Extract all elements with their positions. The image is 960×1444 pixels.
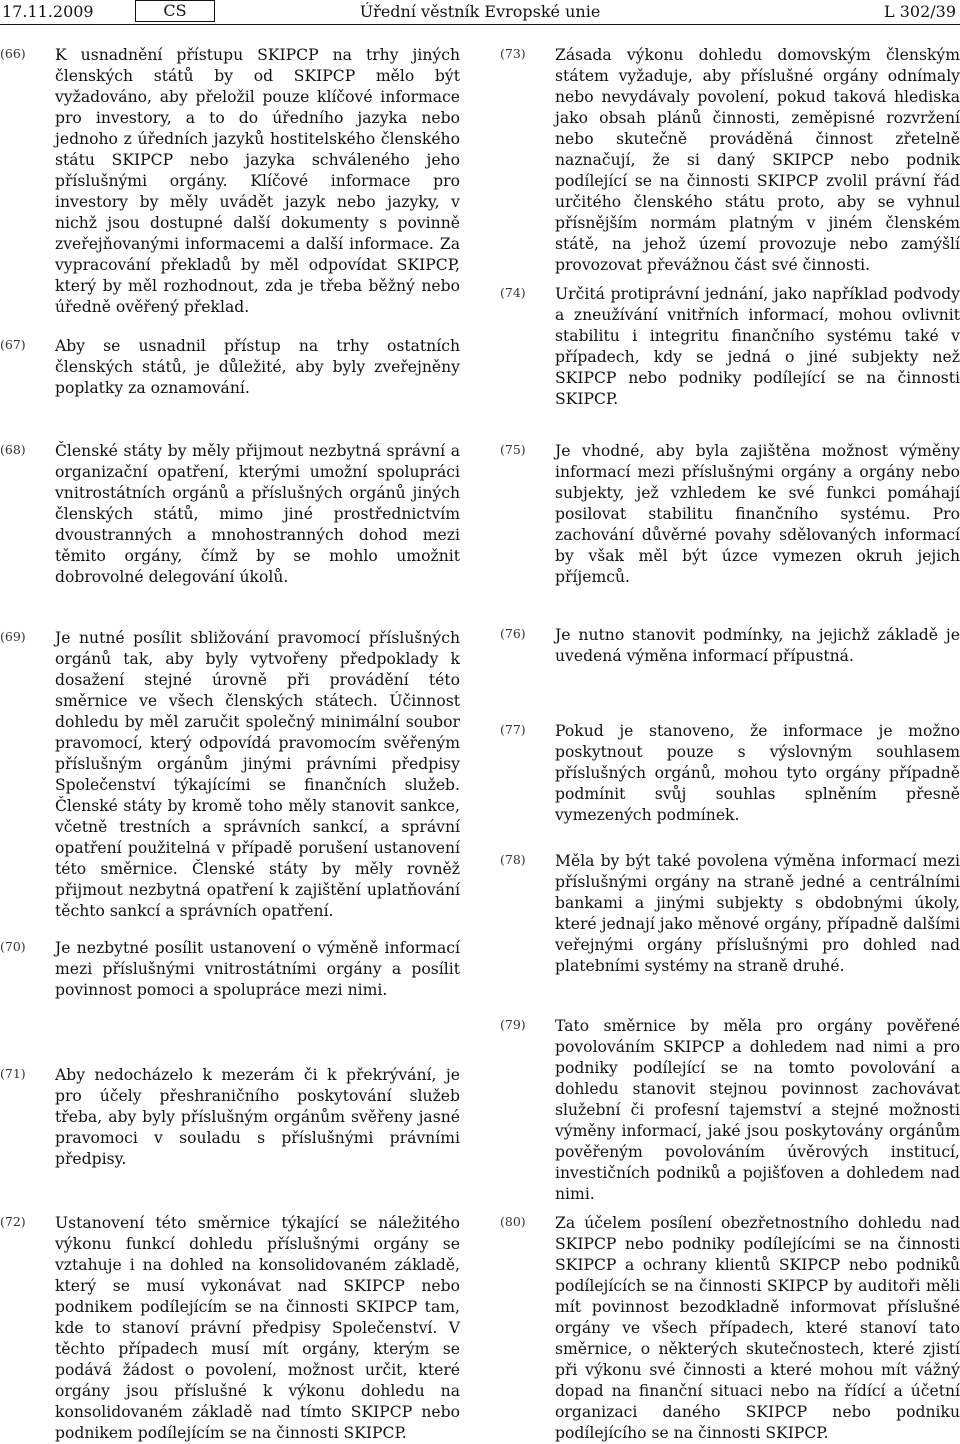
page-reference: L 302/39: [884, 2, 956, 21]
recital-text: Aby nedocházelo k mezerám či k překrývání, je pro účely přeshraničního poskytování služeb třeba, aby byly příslušným orgánům svěřeny jasné pravomoci v souladu s příslušnými právními předpisy.: [55, 1066, 460, 1168]
recital-77: [500, 721, 960, 826]
recital-number: (79): [500, 1017, 526, 1032]
recital-text: Aby se usnadnil přístup na trhy ostatních členských států, je důležité, aby byly zveřejněny poplatky za oznamování.: [55, 337, 460, 397]
recital-number: (68): [0, 442, 26, 457]
recital-number: (80): [500, 1214, 526, 1229]
recital-number: (71): [0, 1066, 26, 1081]
recital-72: [0, 1213, 460, 1444]
page-header: [0, 0, 960, 22]
recital-75: [500, 441, 960, 588]
recital-number: (70): [0, 939, 26, 954]
recital-number: (72): [0, 1214, 26, 1229]
recital-74: [500, 284, 960, 410]
recital-text: Je nezbytné posílit ustanovení o výměně informací mezi příslušnými vnitrostátními orgány a posílit povinnost pomoci a spolupráce mezi nimi.: [55, 939, 460, 999]
recital-76: [500, 625, 960, 667]
header-divider: [0, 24, 960, 25]
recital-number: (77): [500, 722, 526, 737]
recital-number: (75): [500, 442, 526, 457]
recital-78: [500, 851, 960, 977]
recital-number: (67): [0, 337, 26, 352]
recital-68: [0, 441, 460, 588]
recital-number: (69): [0, 629, 26, 644]
recital-number: (73): [500, 46, 526, 61]
recital-text: Je nutno stanovit podmínky, na jejichž základě je uvedená výměna informací přípustná.: [555, 626, 960, 665]
recital-80: [500, 1213, 960, 1444]
recital-66: [0, 45, 460, 318]
recital-number: (78): [500, 852, 526, 867]
recital-text: Členské státy by měly přijmout nezbytná správní a organizační opatření, kterými umožní spolupráci vnitrostátních orgánů a příslušných orgánů jiných členských států, mimo jiné prostřednictvím dvoustranných a mnohostranných dohod mezi těmito orgány, čímž by se mohlo umožnit dobrovolné delegování úkolů.: [55, 442, 460, 586]
recital-text: Za účelem posílení obezřetnostního dohledu nad SKIPCP nebo podniky podílejícími se na činnosti SKIPCP a ochrany klientů SKIPCP nebo podniků podílejících se na činnosti SKIPCP by auditoři měli mít povinnost bezodkladně informovat příslušné orgány ve všech případech, které stanoví tato směrnice, o některých skutečnostech, které zjistí při výkonu své činnosti a které mohou mít vážný dopad na finanční situaci nebo na řídící a účetní organizaci daného SKIPCP nebo podniku podílejícího se na činnosti SKIPCP.: [555, 1214, 960, 1442]
header-date: 17.11.2009: [2, 2, 94, 21]
recital-70: [0, 938, 460, 1001]
recital-73: [500, 45, 960, 276]
recital-71: [0, 1065, 460, 1170]
language-badge: CS: [135, 0, 215, 22]
recital-text: Tato směrnice by měla pro orgány pověřené povolováním SKIPCP a dohledem nad nimi a pro podniky podílející se na tomto povolování a dohledu stanovit stejnou povinnost zachovávat služební či profesní tajemství a stejné možnosti výměny informací, jaké jsou poskytovány orgánům pověřeným povolováním úvěrových institucí, investičních podniků a pojišťoven a dohledem nad nimi.: [555, 1017, 960, 1203]
recital-text: Je vhodné, aby byla zajištěna možnost výměny informací mezi příslušnými orgány a orgány nebo subjekty, jež vzhledem ke své funkci pomáhají posilovat stabilitu finančního systému. Pro zachování důvěrné povahy sdělovaných informací by však měl být úzce vymezen okruh jejich příjemců.: [555, 442, 960, 586]
recital-67: [0, 336, 460, 399]
recital-69: [0, 628, 460, 922]
journal-title: Úřední věstník Evropské unie: [359, 2, 601, 21]
recital-text: Určitá protiprávní jednání, jako například podvody a zneužívání vnitřních informací, mohou ovlivnit stabilitu i integritu finančního systému také v případech, kdy se jedná o jiné subjekty než SKIPCP nebo podniky podílející se na činnosti SKIPCP.: [555, 285, 960, 408]
recital-text: Ustanovení této směrnice týkající se náležitého výkonu funkcí dohledu příslušnými orgány se vztahuje i na dohled na konsolidovaném základě, který se musí vykonávat nad SKIPCP nebo podnikem podílejícím se na činnosti SKIPCP tam, kde to stanoví právní předpisy Společenství. V těchto případech musí mít orgány, kterým se podává žádost o povolení, možnost určit, které orgány jsou příslušné k výkonu dohledu na konsolidovaném základě nad tímto SKIPCP nebo podnikem podílejícím se na činnosti SKIPCP.: [55, 1214, 460, 1442]
recital-text: Pokud je stanoveno, že informace je možno poskytnout pouze s výslovným souhlasem příslušných orgánů, mohou tyto orgány případně podmínit svůj souhlas splněním přesně vymezených podmínek.: [555, 722, 960, 824]
recital-79: [500, 1016, 960, 1205]
recital-text: Měla by být také povolena výměna informací mezi příslušnými orgány na straně jedné a centrálními bankami a jinými subjekty s obdobnými úkoly, které jednají jako měnové orgány, případně dalšími veřejnými orgány příslušnými pro dohled nad platebními systémy na straně druhé.: [555, 852, 960, 975]
recital-number: (74): [500, 285, 526, 300]
recital-text: Je nutné posílit sbližování pravomocí příslušných orgánů tak, aby byly vytvořeny předpoklady k dosažení stejné úrovně při provádění této směrnice ve všech členských státech. Účinnost dohledu by měl zaručit společný minimální soubor pravomocí, který odpovídá pravomocím svěřeným příslušným orgánům jinými právními předpisy Společenství týkajícími se finančních služeb. Členské státy by kromě toho měly stanovit sankce, včetně trestních a správních sankcí, a správní opatření použitelná v případě porušení ustanovení této směrnice. Členské státy by měly rovněž přijmout nezbytná opatření k zajištění uplatňování těchto sankcí a správních opatření.: [55, 629, 460, 920]
recital-number: (76): [500, 626, 526, 641]
recital-text: Zásada výkonu dohledu domovským členským státem vyžaduje, aby příslušné orgány odnímaly nebo nevydávaly povolení, pokud taková hlediska jako obsah plánů činnosti, zeměpisné rozvržení nebo skutečně prováděná činnost zřetelně naznačují, že si daný SKIPCP nebo podnik podílející se na činnosti SKIPCP zvolil právní řád určitého členského státu proto, aby se vyhnul přísnějším normám platným v jiném členském státě, na jehož území provozuje nebo zamýšlí provozovat převážnou část své činnosti.: [555, 46, 960, 274]
recital-text: K usnadnění přístupu SKIPCP na trhy jiných členských států by od SKIPCP mělo být vyžadováno, aby přeložil pouze klíčové informace pro investory, a to do úředního jazyka nebo jednoho z úředních jazyků hostitelského členského státu SKIPCP nebo jazyka schváleného jeho příslušnými orgány. Klíčové informace pro investory by měly uvádět jazyk nebo jazyky, v nichž jsou dostupné další dokumenty s povinně zveřejňovanými informacemi a další informace. Za vypracování překladů by měl odpovídat SKIPCP, který by měl rozhodnout, zda je třeba běžný nebo úředně ověřený překlad.: [55, 46, 460, 316]
recital-number: (66): [0, 46, 26, 61]
